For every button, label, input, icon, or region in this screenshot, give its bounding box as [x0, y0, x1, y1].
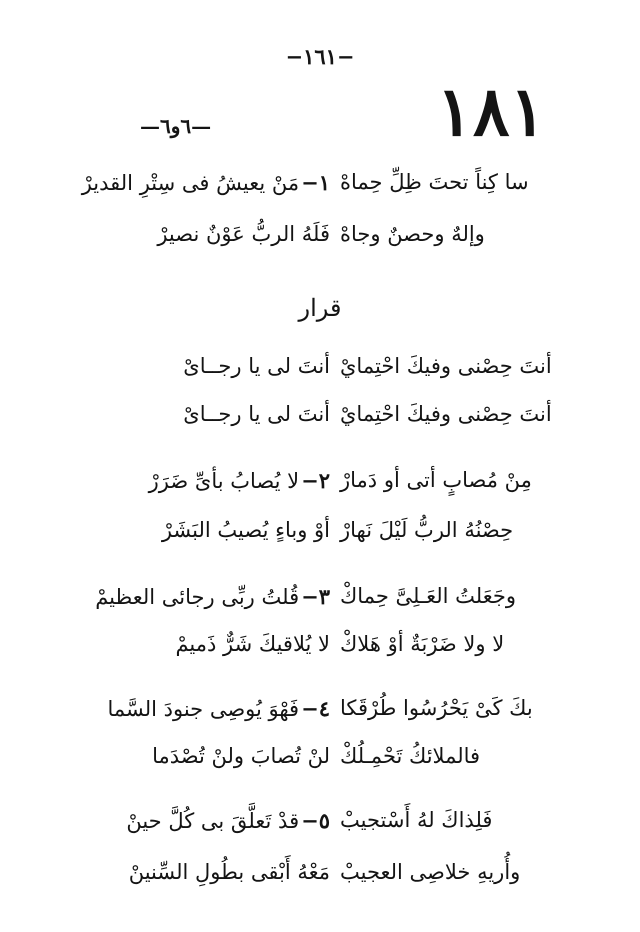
verse-number: ٥−: [301, 807, 330, 833]
tune-reference: —٦و٦—: [140, 114, 212, 138]
verse-2-line-1: [70, 460, 590, 500]
chorus-line-1: [70, 346, 590, 386]
verse-1-line-1-second-half: سا كِناً تحتَ ظِلِّ حِماهْ: [340, 170, 529, 194]
verse-2-line-1-second-half: مِنْ مُصابٍ أتى أو دَمارْ: [340, 468, 532, 492]
verse-5-line-2: [70, 852, 590, 892]
chorus-line-1-second-half: أنتَ حِصْنى وفيكَ احْتِمايْ: [340, 354, 552, 378]
verse-5-line-2-second-half: وأُريهِ خلاصِى العجيبْ: [340, 860, 521, 884]
verse-1-line-2: [70, 214, 590, 254]
chorus-line-2-second-half: أنتَ حِصْنى وفيكَ احْتِمايْ: [340, 402, 552, 426]
verse-number: ٤−: [301, 695, 330, 721]
verse-4-line-1-first-half: ٤−فَهْوَ يُوصِى جنودَ السَّما: [107, 695, 330, 721]
verse-1-line-2-first-half: فَلَهُ الربُّ عَوْنٌ نصيرْ: [157, 222, 330, 246]
verse-1-line-1-first-half: ١−مَنْ يعيشُ فى سِتْرِ القديرْ: [81, 169, 330, 195]
chorus-line-1-first-half: أنتَ لى يا رجــاىْ: [183, 354, 330, 378]
chorus-title: قرار: [298, 294, 342, 322]
verse-3-line-2: [70, 624, 590, 664]
verse-5-line-1-first-half: ٥−قدْ تَعلَّقَ بى كُلَّ حينْ: [126, 807, 330, 833]
verse-4-line-1: [70, 688, 590, 728]
verse-4-line-2: [70, 736, 590, 776]
verse-2-line-2-second-half: حِصْنُهُ الربُّ لَيْلَ نَهارْ: [340, 518, 514, 542]
verse-1-line-2-second-half: وإلهٌ وحصنٌ وجاهْ: [340, 222, 485, 246]
verse-3-line-1: [70, 576, 590, 616]
page-number: −١٦١−: [285, 44, 355, 69]
verse-3-line-2-second-half: لا ولا ضَرْبَةٌ أوْ هَلاكْ: [340, 632, 505, 656]
chorus-line-2-first-half: أنتَ لى يا رجــاىْ: [183, 402, 330, 426]
hymn-number: ١٨١: [436, 72, 546, 152]
chorus-line-2: [70, 394, 590, 434]
verse-4-line-2-second-half: فالملائكُ تَحْمِـلُكْ: [340, 744, 481, 768]
verse-5-line-2-first-half: مَعْهُ أَبْقى بطُولِ السِّنينْ: [128, 860, 330, 884]
verse-3-line-1-second-half: وجَعَلتُ العَـلِىَّ حِماكْ: [340, 584, 516, 608]
verse-3-line-2-first-half: لا يُلاقيكَ شَرٌّ ذَميمْ: [175, 632, 330, 656]
verse-2-line-2-first-half: أوْ وباءٍ يُصيبُ البَشَرْ: [161, 518, 330, 542]
verse-number: ٣−: [301, 583, 330, 609]
verse-4-line-2-first-half: لنْ تُصابَ ولنْ تُصْدَما: [152, 744, 330, 768]
verse-5-line-1-second-half: فَلِذاكَ لهُ أَسْتجيبْ: [340, 808, 493, 832]
verse-5-line-1: [70, 800, 590, 840]
verse-2-line-1-first-half: ٢−لا يُصابُ بأىِّ ضَرَرْ: [148, 467, 330, 493]
verse-number: ١−: [301, 169, 330, 195]
verse-1-line-1: [70, 162, 590, 202]
verse-number: ٢−: [301, 467, 330, 493]
verse-4-line-1-second-half: بكَ كَىْ يَحْرُسُوا طُرْقَكا: [340, 696, 533, 720]
verse-2-line-2: [70, 510, 590, 550]
verse-3-line-1-first-half: ٣−قُلتُ ربِّى رجائى العظيمْ: [95, 583, 330, 609]
